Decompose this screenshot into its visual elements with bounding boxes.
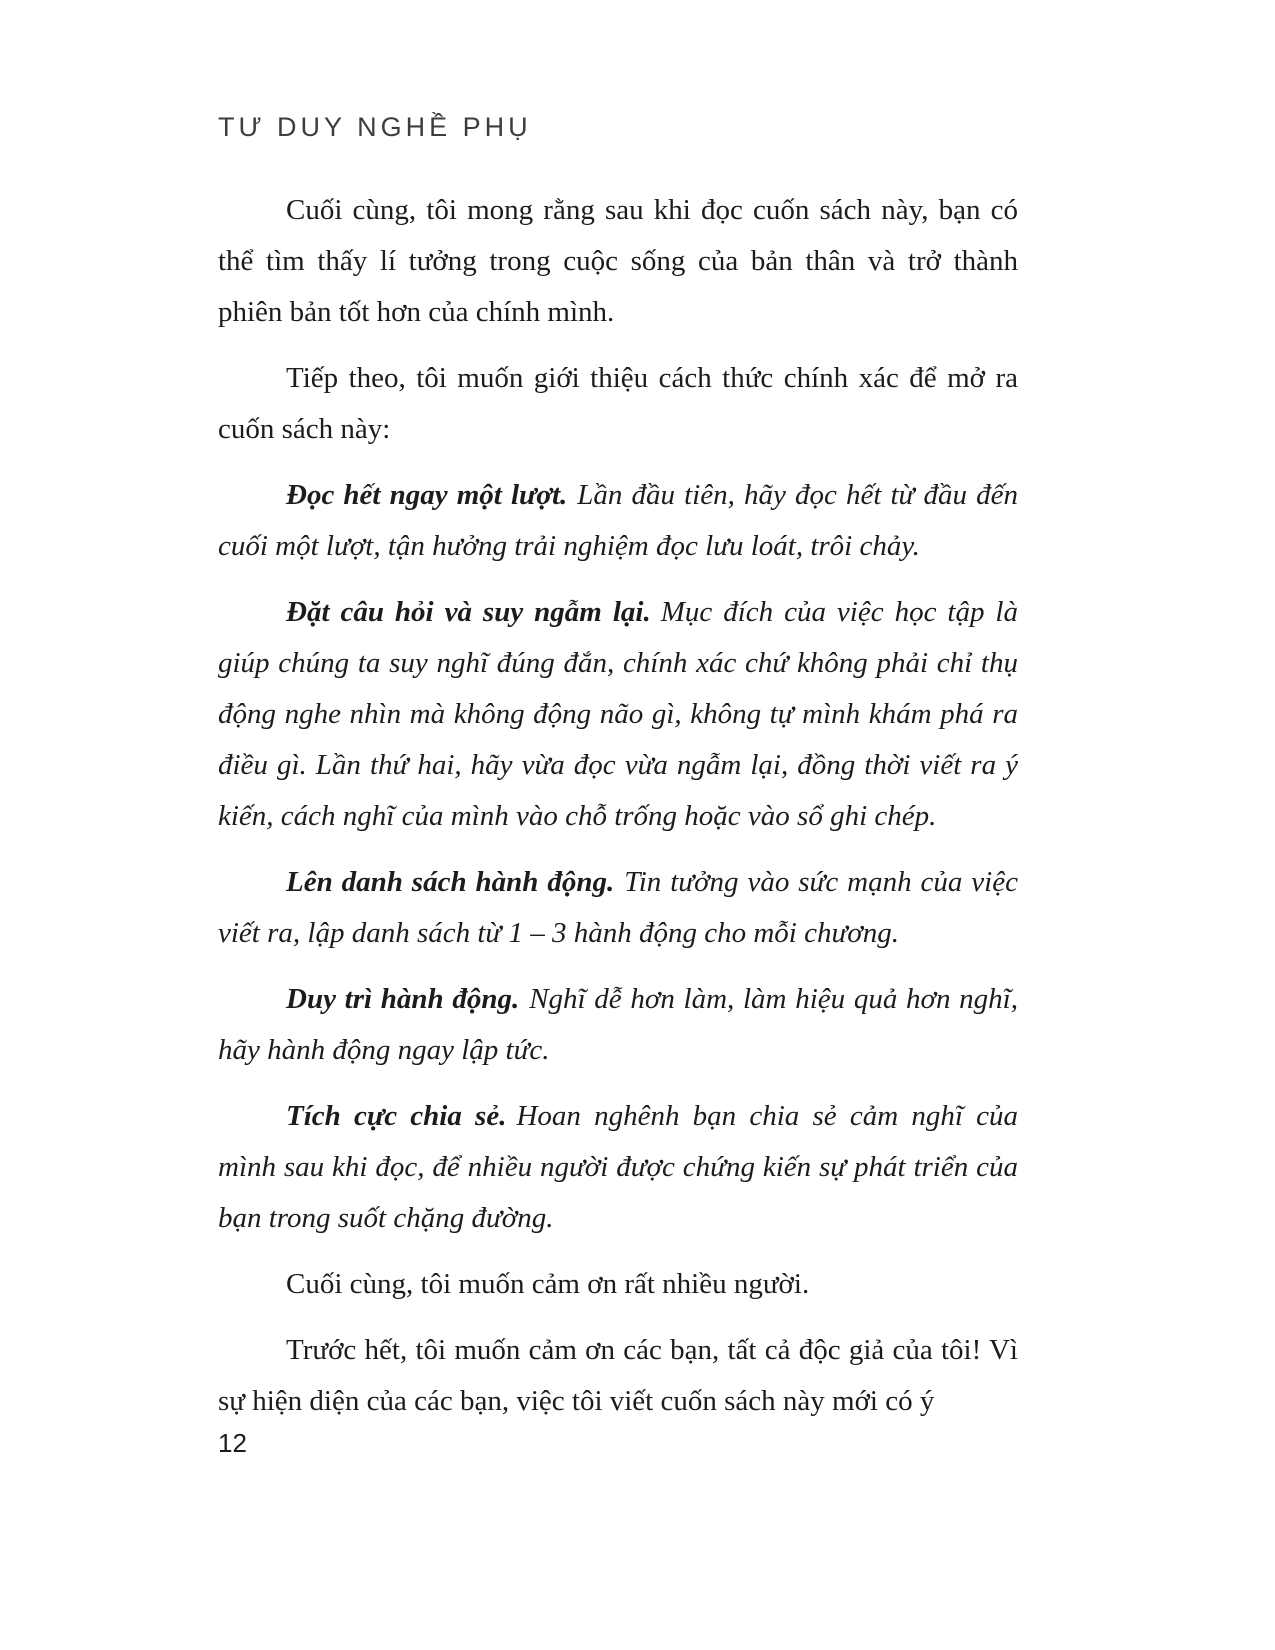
paragraph-text-keep-acting: Nghĩ dễ hơn làm, làm hiệu quả hơn nghĩ, hãy hành động ngay lập tức. bbox=[218, 983, 1018, 1066]
paragraph-read-through bbox=[218, 470, 1018, 572]
paragraph-question-reflect bbox=[218, 587, 1018, 842]
paragraph-lead-read-through: Đọc hết ngay một lượt. bbox=[286, 479, 568, 511]
paragraph-intro-how-to-read: Tiếp theo, tôi muốn giới thiệu cách thức chính xác để mở ra cuốn sách này: bbox=[218, 362, 1018, 445]
paragraph-thanks-readers: Trước hết, tôi muốn cảm ơn các bạn, tất cả độc giả của tôi! Vì sự hiện diện của các bạn, việc tôi viết cuốn sách này mới có ý bbox=[218, 1334, 1018, 1417]
paragraph-text-question-reflect: Mục đích của việc học tập là giúp chúng ta suy nghĩ đúng đắn, chính xác chứ không phải chỉ thụ động nghe nhìn mà không động não gì, không tự mình khám phá ra điều gì. Lần thứ hai, hãy vừa đọc vừa ngẫm lại, đồng thời viết ra ý kiến, cách nghĩ của mình vào chỗ trống hoặc vào sổ ghi chép. bbox=[218, 596, 1018, 832]
paragraph-text-share-actively: Hoan nghênh bạn chia sẻ cảm nghĩ của mình sau khi đọc, để nhiều người được chứng kiến sự phát triển của bạn trong suốt chặng đường. bbox=[218, 1100, 1018, 1234]
paragraph-closing-wish: Cuối cùng, tôi mong rằng sau khi đọc cuốn sách này, bạn có thể tìm thấy lí tưởng trong cuộc sống của bản thân và trở thành phiên bản tốt hơn của chính mình. bbox=[218, 194, 1018, 328]
paragraph-text-action-list: Tin tưởng vào sức mạnh của việc viết ra, lập danh sách từ 1 – 3 hành động cho mỗi chương. bbox=[218, 866, 1018, 949]
paragraph-lead-share-actively: Tích cực chia sẻ. bbox=[286, 1100, 507, 1132]
running-header: TƯ DUY NGHỀ PHỤ bbox=[218, 112, 532, 142]
paragraph-lead-keep-acting: Duy trì hành động. bbox=[286, 983, 520, 1015]
page-number: 12 bbox=[218, 1428, 247, 1458]
paragraph-lead-action-list: Lên danh sách hành động. bbox=[286, 866, 615, 898]
paragraph-share-actively bbox=[218, 1091, 1018, 1244]
paragraph-keep-acting bbox=[218, 974, 1018, 1076]
paragraph-action-list bbox=[218, 857, 1018, 959]
page-content bbox=[218, 112, 1018, 1442]
paragraph-text-read-through: Lần đầu tiên, hãy đọc hết từ đầu đến cuối một lượt, tận hưởng trải nghiệm đọc lưu loát, trôi chảy. bbox=[218, 479, 1018, 562]
paragraph-thanks-intro: Cuối cùng, tôi muốn cảm ơn rất nhiều người. bbox=[286, 1268, 810, 1300]
paragraph-lead-question-reflect: Đặt câu hỏi và suy ngẫm lại. bbox=[286, 596, 651, 628]
